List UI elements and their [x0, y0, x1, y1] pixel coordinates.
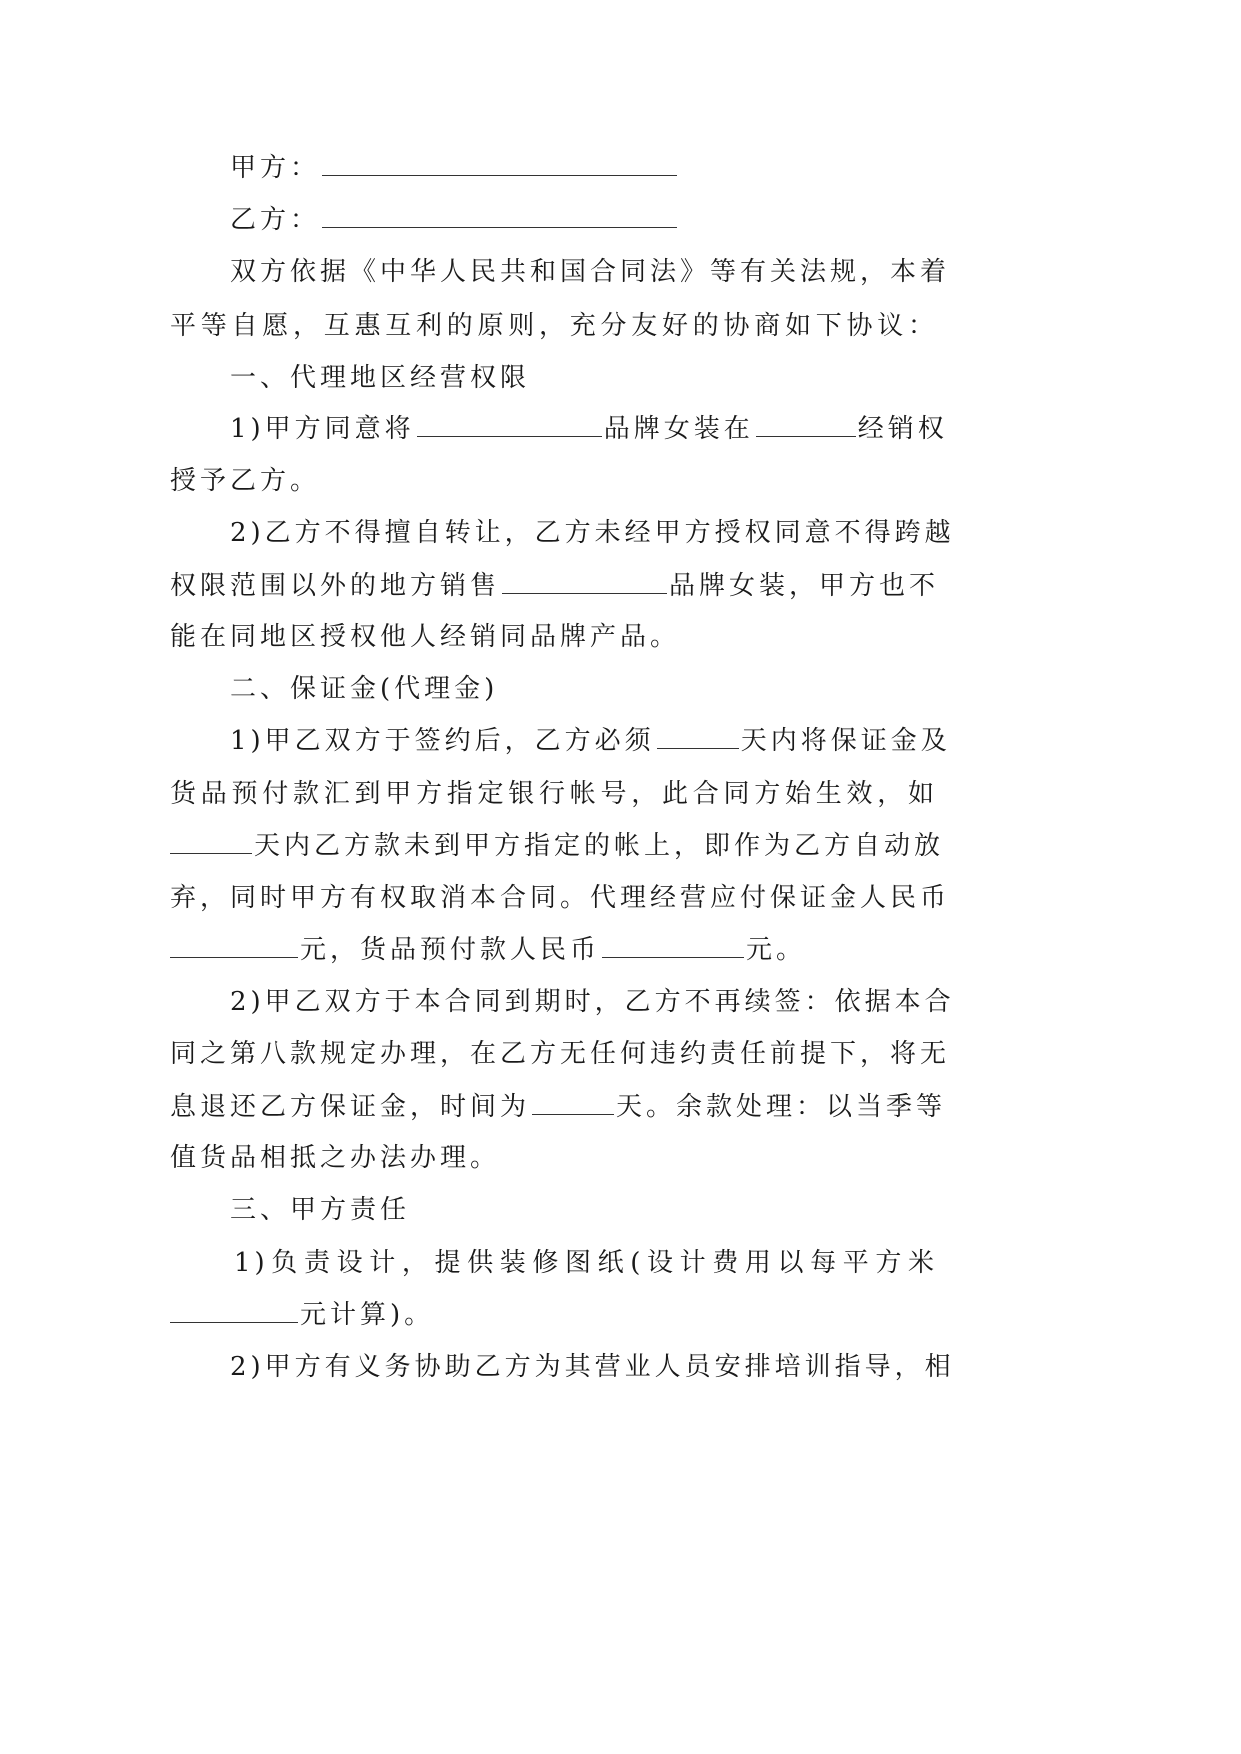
party-a-line	[230, 151, 938, 185]
party-b-line	[230, 203, 938, 237]
s2-p2-line-3	[170, 1090, 947, 1124]
s2-p1-line-1	[230, 724, 951, 758]
deposit-blank	[170, 935, 298, 958]
s1-p1-c: 经销权	[857, 414, 948, 444]
section-3-heading: 三、甲方责任	[230, 1195, 411, 1225]
s3-p1-line-1: 1)负责设计，提供装修图纸(设计费用以每平方米	[234, 1248, 938, 1278]
s2-p1-line-5	[170, 933, 938, 967]
s1-p2-line-3: 能在同地区授权他人经销同品牌产品。	[170, 622, 681, 652]
party-b-blank	[322, 205, 677, 228]
days-blank-1	[657, 726, 739, 749]
days-blank-2	[170, 831, 252, 854]
s2-p1-line-2: 货品预付款汇到甲方指定银行帐号，此合同方始生效，如	[170, 779, 938, 809]
s1-p1-b: 品牌女装在	[603, 414, 754, 444]
party-b-label: 乙方：	[230, 205, 321, 235]
s2-p2-line-2: 同之第八款规定办理，在乙方无任何违约责任前提下，将无	[170, 1039, 951, 1069]
s2-p1-l5b: 元。	[746, 935, 807, 965]
region-blank	[756, 414, 856, 437]
intro-line-2: 平等自愿，互惠互利的原则，充分友好的协商如下协议：	[170, 311, 938, 341]
s2-p1-line-4: 弃，同时甲方有权取消本合同。代理经营应付保证金人民币	[170, 883, 951, 913]
s2-p2-line-4: 值货品相抵之办法办理。	[170, 1143, 501, 1173]
section-1-heading: 一、代理地区经营权限	[230, 363, 531, 393]
s3-p1-line-2	[170, 1298, 938, 1332]
s1-p1-line-2: 授予乙方。	[170, 466, 321, 496]
brand-blank-2	[502, 571, 667, 594]
brand-blank	[417, 414, 602, 437]
prepayment-blank	[602, 935, 744, 958]
party-a-label: 甲方：	[230, 153, 321, 183]
s1-p2-l2b: 品牌女装，甲方也不	[669, 571, 940, 601]
design-fee-blank	[170, 1300, 298, 1323]
s3-p1-l2: 元计算)。	[300, 1300, 435, 1330]
s1-p1-a: 1)甲方同意将	[230, 414, 415, 444]
s2-p2-l3a: 息退还乙方保证金，时间为	[170, 1092, 531, 1122]
refund-days-blank	[532, 1092, 614, 1115]
s1-p1-line-1	[230, 412, 948, 446]
s3-p2-line-1: 2)甲方有义务协助乙方为其营业人员安排培训指导，相	[230, 1352, 955, 1382]
s1-p2-line-2	[170, 569, 938, 603]
s2-p1-l1b: 天内将保证金及	[740, 726, 951, 756]
s2-p1-line-3	[170, 829, 945, 863]
s1-p2-l2a: 权限范围以外的地方销售	[170, 571, 501, 601]
intro-line-1: 双方依据《中华人民共和国合同法》等有关法规，本着	[230, 257, 951, 287]
s1-p2-line-1: 2)乙方不得擅自转让，乙方未经甲方授权同意不得跨越	[230, 518, 955, 548]
party-a-blank	[322, 153, 677, 176]
s2-p1-l3: 天内乙方款未到甲方指定的帐上，即作为乙方自动放	[254, 831, 945, 861]
section-2-heading: 二、保证金(代理金)	[230, 674, 499, 704]
s2-p1-l5a: 元，货品预付款人民币	[300, 935, 601, 965]
s2-p2-line-1: 2)甲乙双方于本合同到期时，乙方不再续签：依据本合	[230, 987, 955, 1017]
s2-p1-l1a: 1)甲乙双方于签约后，乙方必须	[230, 726, 655, 756]
s2-p2-l3b: 天。余款处理：以当季等	[616, 1092, 947, 1122]
